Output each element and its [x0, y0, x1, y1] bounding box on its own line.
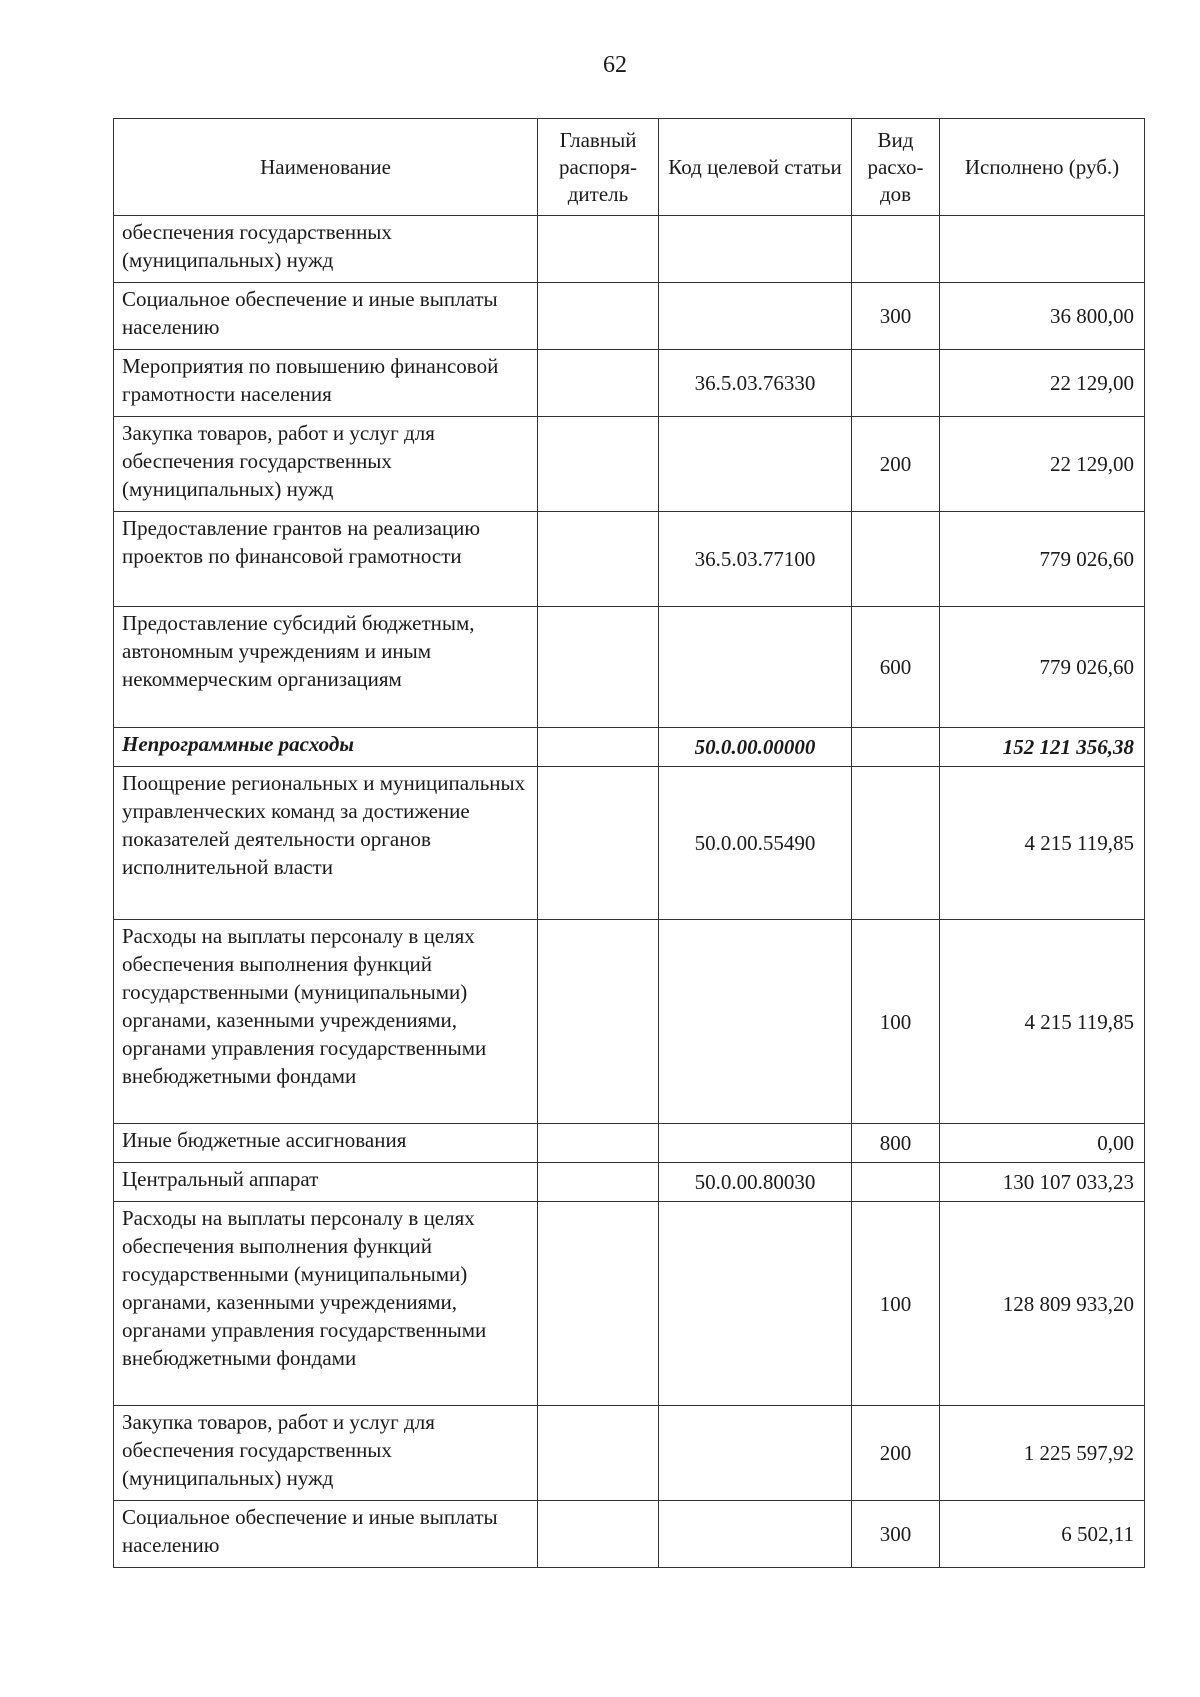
- table-row: [114, 216, 1145, 283]
- cell-target-code: 50.0.00.55490: [659, 767, 852, 920]
- header-name: Наименование: [114, 119, 538, 216]
- cell-main-manager: [538, 920, 659, 1124]
- cell-expense-type: 600: [852, 607, 940, 728]
- cell-expense-type: [852, 512, 940, 607]
- cell-expense-type: 300: [852, 1501, 940, 1568]
- cell-target-code: 50.0.00.80030: [659, 1163, 852, 1202]
- cell-expense-type: 200: [852, 417, 940, 512]
- table-row: [114, 417, 1145, 512]
- cell-target-code: [659, 417, 852, 512]
- header-executed-amount: Исполнено (руб.): [940, 119, 1145, 216]
- cell-main-manager: [538, 728, 659, 767]
- cell-name: Закупка товаров, работ и услуг для обеспечения государственных (муниципальных) нужд: [114, 1406, 538, 1501]
- cell-expense-type: [852, 216, 940, 283]
- cell-name: Иные бюджетные ассигнования: [114, 1124, 538, 1163]
- cell-executed-amount: 779 026,60: [940, 607, 1145, 728]
- table-body: [114, 216, 1145, 1568]
- cell-name: Предоставление субсидий бюджетным, автономным учреждениям и иным некоммерческим организациям: [114, 607, 538, 728]
- cell-executed-amount: [940, 216, 1145, 283]
- cell-expense-type: 300: [852, 283, 940, 350]
- cell-executed-amount: 4 215 119,85: [940, 767, 1145, 920]
- cell-executed-amount: 4 215 119,85: [940, 920, 1145, 1124]
- cell-target-code: [659, 607, 852, 728]
- cell-name: обеспечения государственных (муниципальных) нужд: [114, 216, 538, 283]
- cell-main-manager: [538, 767, 659, 920]
- table-row: [114, 607, 1145, 728]
- cell-name: Поощрение региональных и муниципальных управленческих команд за достижение показателей деятельности органов исполнительной власти: [114, 767, 538, 920]
- cell-executed-amount: 22 129,00: [940, 350, 1145, 417]
- expenditure-table: [113, 118, 1145, 1568]
- cell-executed-amount: 779 026,60: [940, 512, 1145, 607]
- table-row: [114, 1202, 1145, 1406]
- cell-target-code: 36.5.03.76330: [659, 350, 852, 417]
- header-expense-type: Вид расхо-дов: [852, 119, 940, 216]
- cell-name: Центральный аппарат: [114, 1163, 538, 1202]
- cell-executed-amount: 36 800,00: [940, 283, 1145, 350]
- cell-expense-type: 800: [852, 1124, 940, 1163]
- cell-executed-amount: 1 225 597,92: [940, 1406, 1145, 1501]
- cell-main-manager: [538, 216, 659, 283]
- cell-target-code: [659, 216, 852, 283]
- cell-executed-amount: 128 809 933,20: [940, 1202, 1145, 1406]
- table-row: [114, 1163, 1145, 1202]
- cell-target-code: [659, 920, 852, 1124]
- cell-expense-type: [852, 767, 940, 920]
- cell-main-manager: [538, 512, 659, 607]
- cell-main-manager: [538, 1124, 659, 1163]
- cell-expense-type: 100: [852, 920, 940, 1124]
- cell-expense-type: 200: [852, 1406, 940, 1501]
- cell-main-manager: [538, 350, 659, 417]
- cell-executed-amount: 0,00: [940, 1124, 1145, 1163]
- table-row: [114, 1406, 1145, 1501]
- cell-name: Мероприятия по повышению финансовой грамотности населения: [114, 350, 538, 417]
- cell-expense-type: 100: [852, 1202, 940, 1406]
- cell-expense-type: [852, 728, 940, 767]
- cell-target-code: [659, 1501, 852, 1568]
- cell-main-manager: [538, 1163, 659, 1202]
- page-number: 62: [603, 52, 627, 78]
- cell-executed-amount: 6 502,11: [940, 1501, 1145, 1568]
- table-row: [114, 728, 1145, 767]
- cell-expense-type: [852, 1163, 940, 1202]
- cell-main-manager: [538, 417, 659, 512]
- cell-executed-amount: 130 107 033,23: [940, 1163, 1145, 1202]
- cell-name: Социальное обеспечение и иные выплаты населению: [114, 283, 538, 350]
- cell-executed-amount: 22 129,00: [940, 417, 1145, 512]
- cell-name: Расходы на выплаты персоналу в целях обеспечения выполнения функций государственными (муниципальными) органами, казенными учреждениями, органами управления государственными внебюджетными фондами: [114, 920, 538, 1124]
- cell-main-manager: [538, 607, 659, 728]
- table-row: [114, 1501, 1145, 1568]
- cell-name: Закупка товаров, работ и услуг для обеспечения государственных (муниципальных) нужд: [114, 417, 538, 512]
- table-row: [114, 767, 1145, 920]
- cell-target-code: [659, 1406, 852, 1501]
- cell-name: Предоставление грантов на реализацию проектов по финансовой грамотности: [114, 512, 538, 607]
- table-row: [114, 512, 1145, 607]
- cell-target-code: 50.0.00.00000: [659, 728, 852, 767]
- table-header-row: [114, 119, 1145, 216]
- cell-name: Непрограммные расходы: [114, 728, 538, 767]
- cell-expense-type: [852, 350, 940, 417]
- table-row: [114, 920, 1145, 1124]
- cell-target-code: [659, 283, 852, 350]
- cell-main-manager: [538, 1501, 659, 1568]
- header-target-code: Код целевой статьи: [659, 119, 852, 216]
- cell-main-manager: [538, 283, 659, 350]
- cell-target-code: [659, 1124, 852, 1163]
- cell-main-manager: [538, 1406, 659, 1501]
- table-row: [114, 1124, 1145, 1163]
- table-row: [114, 350, 1145, 417]
- cell-target-code: 36.5.03.77100: [659, 512, 852, 607]
- cell-target-code: [659, 1202, 852, 1406]
- cell-executed-amount: 152 121 356,38: [940, 728, 1145, 767]
- cell-main-manager: [538, 1202, 659, 1406]
- table-row: [114, 283, 1145, 350]
- cell-name: Расходы на выплаты персоналу в целях обеспечения выполнения функций государственными (муниципальными) органами, казенными учреждениями, органами управления государственными внебюджетными фондами: [114, 1202, 538, 1406]
- header-main-manager: Главный распоря-дитель: [538, 119, 659, 216]
- cell-name: Социальное обеспечение и иные выплаты населению: [114, 1501, 538, 1568]
